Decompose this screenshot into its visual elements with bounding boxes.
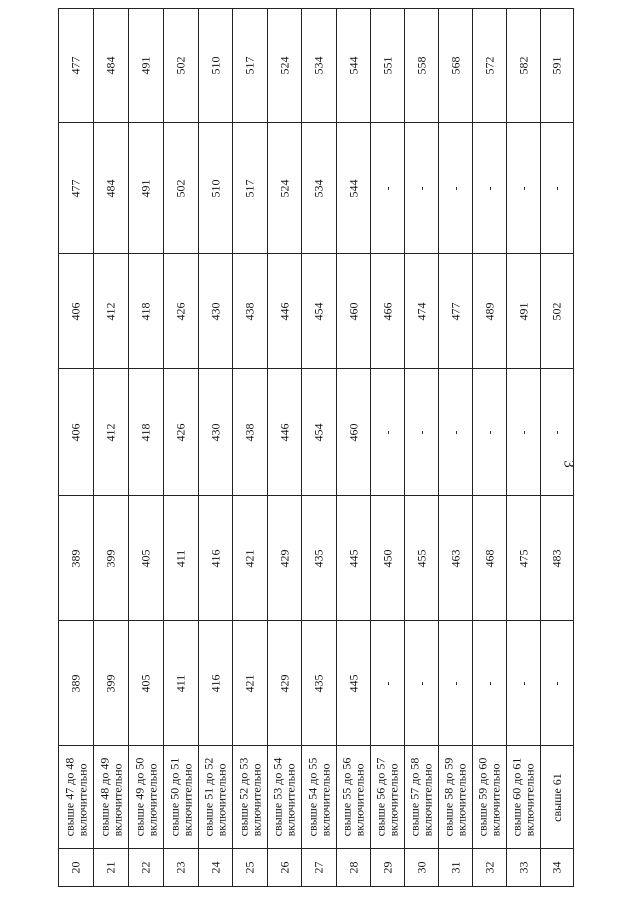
cell-text: 558 (414, 56, 428, 75)
cell-text: свыше 48 до 49 включительно (97, 757, 125, 837)
cell-text: 450 (380, 549, 394, 567)
cell-text: 435 (311, 674, 326, 692)
value-cell (128, 8, 163, 122)
cell-text: свыше 51 до 52 включительно (201, 757, 229, 837)
cell-text: 22 (138, 861, 153, 874)
cell-text: свыше 53 до 54 включительно (270, 757, 298, 837)
cell-text: 411 (173, 549, 188, 567)
cell-text: 534 (311, 56, 326, 75)
range-cell (198, 745, 232, 848)
value-cell (232, 620, 267, 745)
cell-text: 416 (208, 674, 222, 692)
cell-text: 28 (346, 861, 360, 874)
value-cell (506, 253, 540, 368)
cell-text: 411 (173, 674, 188, 692)
value-cell (163, 8, 198, 122)
row-number-cell (506, 848, 540, 887)
value-cell (404, 8, 438, 122)
range-cell (336, 745, 370, 848)
value-cell (336, 620, 370, 745)
row-number-cell (93, 848, 128, 887)
cell-text: 416 (208, 549, 222, 567)
value-cell (93, 122, 128, 253)
value-cell (472, 495, 506, 620)
value-cell (232, 368, 267, 495)
range-cell (540, 745, 574, 848)
cell-text: 421 (242, 549, 257, 567)
range-cell (58, 745, 93, 848)
cell-text: 534 (311, 179, 326, 197)
cell-text: 33 (516, 861, 530, 874)
cell-text: 29 (380, 861, 394, 874)
value-cell (301, 368, 336, 495)
value-cell (438, 253, 472, 368)
value-cell (163, 368, 198, 495)
cell-text: 27 (311, 861, 326, 874)
range-cell (163, 745, 198, 848)
range-cell (506, 745, 540, 848)
value-cell (438, 8, 472, 122)
value-cell (128, 122, 163, 253)
value-cell (336, 253, 370, 368)
value-cell (370, 368, 404, 495)
cell-text: 491 (138, 56, 153, 75)
value-cell (404, 620, 438, 745)
cell-text: 30 (414, 861, 428, 874)
cell-text: свыше 50 до 51 включительно (167, 757, 195, 837)
cell-text: - (414, 430, 428, 434)
cell-text: 26 (277, 861, 291, 874)
value-cell (58, 122, 93, 253)
row-number-cell (404, 848, 438, 887)
value-cell (163, 253, 198, 368)
cell-text: 477 (68, 179, 83, 197)
value-cell (198, 495, 232, 620)
row-number-cell (128, 848, 163, 887)
value-cell (370, 620, 404, 745)
cell-text: 430 (208, 423, 222, 441)
value-cell (301, 495, 336, 620)
value-cell (540, 368, 574, 495)
value-cell (301, 8, 336, 122)
value-cell (472, 368, 506, 495)
value-cell (404, 368, 438, 495)
row-number-cell (301, 848, 336, 887)
value-cell (232, 253, 267, 368)
cell-text: 445 (346, 549, 360, 567)
cell-text: 21 (103, 861, 118, 874)
cell-text: 572 (482, 56, 496, 75)
value-cell (163, 620, 198, 745)
cell-text: свыше 61 (549, 772, 564, 822)
cell-text: свыше 49 до 50 включительно (132, 757, 160, 837)
cell-text: свыше 59 до 60 включительно (475, 757, 503, 837)
cell-text: 510 (208, 179, 222, 197)
cell-text: 517 (242, 179, 257, 197)
range-cell (301, 745, 336, 848)
value-cell (370, 122, 404, 253)
cell-text: - (516, 186, 530, 190)
range-cell (267, 745, 301, 848)
cell-text: 484 (103, 179, 118, 197)
value-cell (267, 620, 301, 745)
value-cell (58, 253, 93, 368)
value-cell (301, 620, 336, 745)
value-cell (472, 253, 506, 368)
range-cell (128, 745, 163, 848)
cell-text: 412 (103, 302, 118, 320)
cell-text: 23 (173, 861, 188, 874)
value-cell (58, 8, 93, 122)
cell-text: 438 (242, 302, 257, 320)
cell-text: - (380, 430, 394, 434)
value-cell (198, 253, 232, 368)
value-cell (163, 495, 198, 620)
value-cell (93, 620, 128, 745)
row-number-cell (267, 848, 301, 887)
cell-text: - (380, 681, 394, 685)
cell-text: 426 (173, 302, 188, 320)
value-cell (93, 495, 128, 620)
cell-text: 591 (549, 56, 564, 75)
cell-text: 446 (277, 423, 291, 441)
row-number-cell (163, 848, 198, 887)
range-cell (232, 745, 267, 848)
value-cell (128, 253, 163, 368)
value-cell (506, 368, 540, 495)
cell-text: 517 (242, 56, 257, 75)
value-cell (540, 8, 574, 122)
value-cell (404, 122, 438, 253)
cell-text: 502 (173, 179, 188, 197)
cell-text: 502 (173, 56, 188, 75)
value-cell (370, 495, 404, 620)
row-number-cell (58, 848, 93, 887)
value-cell (198, 368, 232, 495)
value-cell (198, 620, 232, 745)
cell-text: 454 (311, 423, 326, 441)
value-cell (267, 8, 301, 122)
value-cell (163, 122, 198, 253)
cell-text: - (448, 681, 462, 685)
cell-text: 438 (242, 423, 257, 441)
value-cell (301, 122, 336, 253)
cell-text: 502 (549, 302, 564, 320)
cell-text: 24 (208, 861, 222, 874)
cell-text: 426 (173, 423, 188, 441)
value-cell (472, 122, 506, 253)
value-cell (540, 253, 574, 368)
cell-text: - (482, 430, 496, 434)
value-cell (336, 122, 370, 253)
row-number-cell (370, 848, 404, 887)
value-cell (472, 8, 506, 122)
value-cell (93, 8, 128, 122)
value-cell (540, 620, 574, 745)
cell-text: свыше 57 до 58 включительно (407, 757, 435, 837)
value-cell (506, 122, 540, 253)
value-cell (336, 368, 370, 495)
value-cell (404, 253, 438, 368)
cell-text: 405 (138, 674, 153, 692)
value-cell (506, 495, 540, 620)
cell-text: 524 (277, 56, 291, 75)
cell-text: 446 (277, 302, 291, 320)
value-cell (58, 495, 93, 620)
cell-text: 421 (242, 674, 257, 692)
cell-text: 430 (208, 302, 222, 320)
cell-text: 445 (346, 674, 360, 692)
range-cell (472, 745, 506, 848)
cell-text: - (516, 430, 530, 434)
cell-text: 418 (138, 423, 153, 441)
cell-text: 489 (482, 302, 496, 320)
value-cell (540, 495, 574, 620)
value-cell (404, 495, 438, 620)
cell-text: - (414, 186, 428, 190)
cell-text: 406 (68, 302, 83, 320)
cell-text: 582 (516, 56, 530, 75)
cell-text: 454 (311, 302, 326, 320)
cell-text: 389 (68, 549, 83, 567)
value-cell (232, 8, 267, 122)
cell-text: 477 (448, 302, 462, 320)
cell-text: 483 (549, 549, 564, 567)
range-cell (404, 745, 438, 848)
value-cell (198, 122, 232, 253)
value-cell (128, 368, 163, 495)
cell-text: 510 (208, 56, 222, 75)
value-cell (232, 495, 267, 620)
cell-text: свыше 60 до 61 включительно (509, 757, 537, 837)
value-cell (438, 368, 472, 495)
cell-text: - (380, 186, 394, 190)
value-cell (93, 368, 128, 495)
cell-text: свыше 58 до 59 включительно (441, 757, 469, 837)
cell-text: - (482, 681, 496, 685)
value-cell (301, 253, 336, 368)
cell-text: - (482, 186, 496, 190)
value-cell (540, 122, 574, 253)
cell-text: 491 (138, 179, 153, 197)
cell-text: 435 (311, 549, 326, 567)
value-cell (506, 620, 540, 745)
cell-text: 524 (277, 179, 291, 197)
cell-text: 406 (68, 423, 83, 441)
cell-text: 405 (138, 549, 153, 567)
row-number-cell (438, 848, 472, 887)
cell-text: свыше 55 до 56 включительно (339, 757, 367, 837)
row-number-cell (198, 848, 232, 887)
cell-text: 25 (242, 861, 257, 874)
row-number-cell (336, 848, 370, 887)
cell-text: 463 (448, 549, 462, 567)
value-cell (506, 8, 540, 122)
cell-text: 32 (482, 861, 496, 874)
cell-text: свыше 54 до 55 включительно (305, 757, 333, 837)
value-cell (267, 495, 301, 620)
cell-text: 389 (68, 674, 83, 692)
cell-text: - (549, 186, 564, 190)
cell-text: 568 (448, 56, 462, 75)
value-cell (232, 122, 267, 253)
cell-text: 20 (68, 861, 83, 874)
cell-text: - (516, 681, 530, 685)
cell-text: 455 (414, 549, 428, 567)
cell-text: 474 (414, 302, 428, 320)
range-cell (438, 745, 472, 848)
row-number-cell (232, 848, 267, 887)
value-cell (438, 495, 472, 620)
value-cell (370, 253, 404, 368)
cell-text: - (549, 681, 564, 685)
value-cell (267, 122, 301, 253)
value-cell (198, 8, 232, 122)
cell-text: 477 (68, 56, 83, 75)
cell-text: 466 (380, 302, 394, 320)
cell-text: 399 (103, 549, 118, 567)
page-number: 3 (560, 460, 577, 468)
cell-text: 34 (549, 861, 564, 874)
cell-text: - (414, 681, 428, 685)
row-number-cell (472, 848, 506, 887)
cell-text: свыше 56 до 57 включительно (373, 757, 401, 837)
cell-text: свыше 52 до 53 включительно (236, 757, 264, 837)
cell-text: 460 (346, 423, 360, 441)
value-cell (58, 620, 93, 745)
cell-text: 399 (103, 674, 118, 692)
cell-text: 412 (103, 423, 118, 441)
cell-text: - (448, 186, 462, 190)
cell-text: свыше 47 до 48 включительно (62, 757, 90, 837)
cell-text: - (549, 430, 564, 434)
cell-text: 544 (346, 56, 360, 75)
value-cell (128, 495, 163, 620)
cell-text: 429 (277, 674, 291, 692)
cell-text: 491 (516, 302, 530, 320)
cell-text: 429 (277, 549, 291, 567)
range-cell (93, 745, 128, 848)
cell-text: - (448, 430, 462, 434)
value-cell (438, 122, 472, 253)
value-cell (128, 620, 163, 745)
value-cell (267, 368, 301, 495)
value-cell (336, 8, 370, 122)
row-number-cell (540, 848, 574, 887)
cell-text: 31 (448, 861, 462, 874)
cell-text: 551 (380, 56, 394, 75)
value-cell (267, 253, 301, 368)
value-cell (336, 495, 370, 620)
value-cell (93, 253, 128, 368)
cell-text: 468 (482, 549, 496, 567)
cell-text: 484 (103, 56, 118, 75)
cell-text: 475 (516, 549, 530, 567)
range-cell (370, 745, 404, 848)
value-cell (370, 8, 404, 122)
cell-text: 460 (346, 302, 360, 320)
cell-text: 544 (346, 179, 360, 197)
value-cell (58, 368, 93, 495)
value-cell (472, 620, 506, 745)
cell-text: 418 (138, 302, 153, 320)
value-cell (438, 620, 472, 745)
